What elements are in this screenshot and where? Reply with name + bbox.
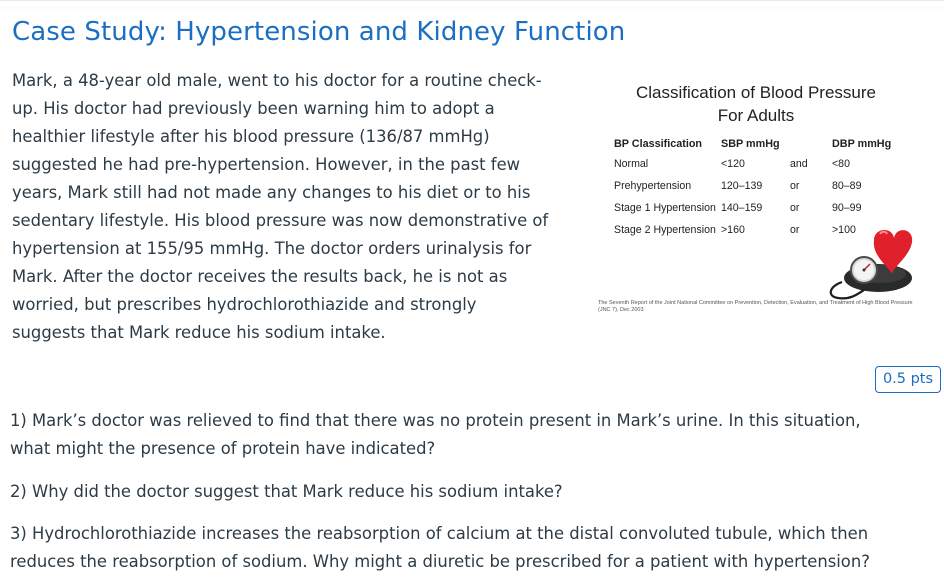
row-normal-conj: and — [790, 158, 808, 170]
case-story-paragraph: Mark, a 48-year old male, went to his doctor for a routine check-up. His doctor had previously been warning him to adopt a healthier lifestyle after his blood pressure (136/87 mmHg) suggested he had pre-hypertension. However, in the past few years, Mark still had not made any changes to his diet or to his sedentary lifestyle. His blood pressure was now demonstrative of hypertension at 155/95 mmHg. The doctor orders urinalysis for Mark. After the doctor receives the results back, he is not as worried, but prescribes hydrochlorothiazide and strongly suggests that Mark reduce his sodium intake. — [12, 71, 549, 342]
row-normal-class: Normal — [614, 158, 649, 170]
row-stage2-conj: or — [790, 224, 800, 236]
figure-title-line2: For Adults — [717, 106, 795, 125]
row-stage1-conj: or — [790, 202, 800, 214]
figure-title — [596, 81, 916, 127]
row-normal-dbp: <80 — [832, 158, 850, 170]
row-stage1-sbp: 140–159 — [721, 202, 763, 214]
figure-title-line1: Classification of Blood Pressure — [635, 83, 876, 102]
row-stage2-dbp: >100 — [832, 224, 856, 236]
figure-source-note: The Seventh Report of the Joint National Committee on Prevention, Detection, Evaluation, and Treatment of High Blood Pressure (JNC 7), Dec 2003 — [598, 300, 913, 313]
header-bp-classification: BP Classification — [614, 138, 703, 150]
page-title: Case Study: Hypertension and Kidney Function — [12, 17, 626, 47]
row-stage2-class: Stage 2 Hypertension — [614, 224, 716, 236]
row-prehypertension-dbp: 80–89 — [832, 180, 862, 192]
top-divider — [0, 0, 944, 7]
question-3: 3) Hydrochlorothiazide increases the reabsorption of calcium at the distal convoluted tubule, which then reduces the reabsorption of sodium. Why might a diuretic be prescribed for a patient with hypertension? — [10, 524, 870, 571]
row-stage2-sbp: >160 — [721, 224, 745, 236]
row-stage1-class: Stage 1 Hypertension — [614, 202, 716, 214]
header-dbp: DBP mmHg — [832, 138, 892, 150]
bp-classification-figure — [596, 74, 922, 324]
heart-and-blood-pressure-cuff-icon — [820, 224, 916, 302]
row-normal-sbp: <120 — [721, 158, 745, 170]
header-sbp: SBP mmHg — [721, 138, 780, 150]
row-prehypertension-class: Prehypertension — [614, 180, 692, 192]
question-1: 1) Mark’s doctor was relieved to find that there was no protein present in Mark’s urine. In this situation, what might the presence of protein have indicated? — [10, 411, 861, 458]
row-prehypertension-sbp: 120–139 — [721, 180, 763, 192]
row-prehypertension-conj: or — [790, 180, 800, 192]
points-badge: 0.5 pts — [875, 366, 941, 393]
question-2: 2) Why did the doctor suggest that Mark reduce his sodium intake? — [10, 482, 563, 501]
row-stage1-dbp: 90–99 — [832, 202, 862, 214]
